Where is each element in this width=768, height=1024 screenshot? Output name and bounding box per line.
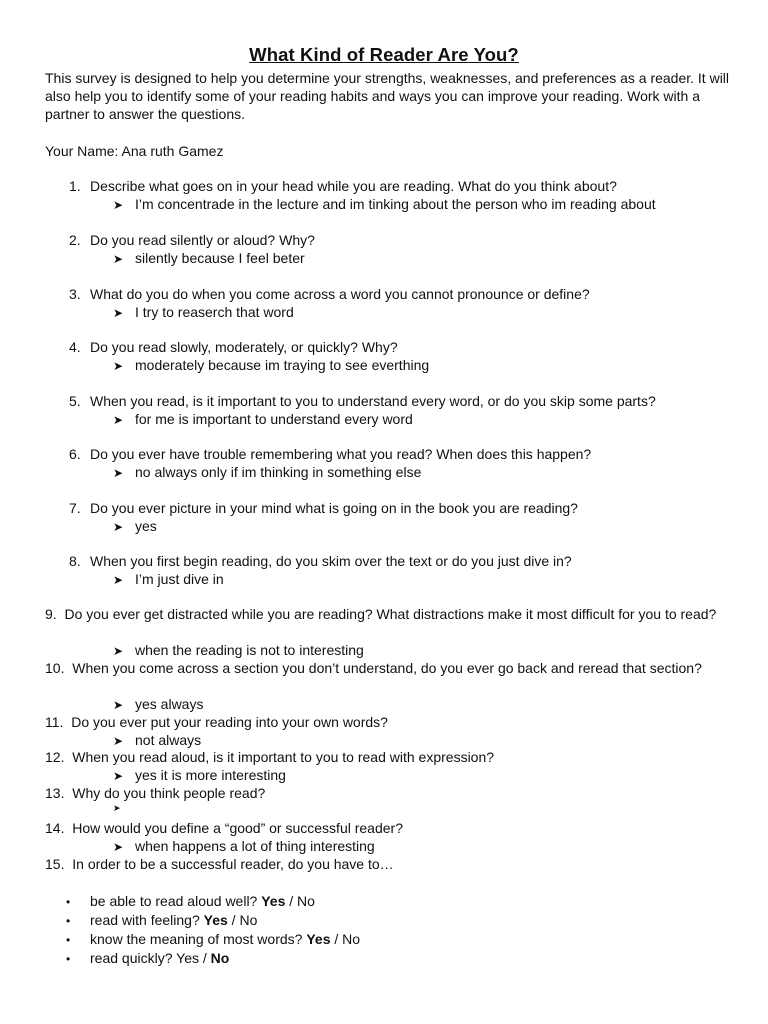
checklist-item-text: read with feeling? <box>90 912 204 928</box>
no-option: No <box>210 950 230 966</box>
question-number: 4. <box>69 339 81 355</box>
question-14 <box>45 820 735 838</box>
question-number: 8. <box>69 553 81 569</box>
option-separator: / <box>227 912 240 928</box>
answer-text: I try to reaserch that word <box>135 304 294 320</box>
arrow-bullet-icon: ➤ <box>113 306 124 320</box>
checklist-item-text: know the meaning of most words? <box>90 931 307 947</box>
question-number: 1. <box>69 178 81 194</box>
question-11 <box>45 714 735 732</box>
question-number: 3. <box>69 286 81 302</box>
answer-8 <box>113 571 224 590</box>
answer-14 <box>113 838 375 857</box>
checklist-item <box>66 931 360 950</box>
arrow-bullet-icon: ➤ <box>113 734 124 748</box>
answer-10 <box>113 696 203 715</box>
question-text: What do you do when you come across a word you cannot pronounce or define? <box>90 286 590 302</box>
answer-text: when happens a lot of thing interesting <box>135 838 375 854</box>
question-7 <box>69 500 578 518</box>
no-option: No <box>297 893 315 909</box>
question-text: Do you ever have trouble remembering what you read? When does this happen? <box>90 446 592 462</box>
checklist-item-text: read quickly? <box>90 950 177 966</box>
arrow-bullet-icon: ➤ <box>113 840 124 854</box>
arrow-bullet-icon: ➤ <box>113 573 124 587</box>
question-8 <box>69 553 572 571</box>
checklist-item <box>66 893 315 912</box>
question-text: How would you define a “good” or successful reader? <box>72 820 403 836</box>
page-title: What Kind of Reader Are You? <box>249 44 519 65</box>
answer-13 <box>113 800 135 818</box>
answer-12 <box>113 767 286 786</box>
question-text: Describe what goes on in your head while you are reading. What do you think about? <box>90 178 617 194</box>
arrow-bullet-icon: ➤ <box>113 644 124 658</box>
question-text: Do you ever put your reading into your own words? <box>71 714 388 730</box>
question-6 <box>69 446 591 464</box>
checklist-item <box>66 950 229 969</box>
question-13 <box>45 785 735 803</box>
question-2 <box>69 232 315 250</box>
answer-text: I’m concentrade in the lecture and im tinking about the person who im reading about <box>135 196 656 212</box>
question-5 <box>69 393 656 411</box>
checklist-item-text: be able to read aloud well? <box>90 893 262 909</box>
arrow-bullet-icon: ➤ <box>113 252 124 266</box>
arrow-bullet-icon: ➤ <box>113 698 124 712</box>
question-number: 14. <box>45 820 65 836</box>
question-text: Do you read slowly, moderately, or quickly? Why? <box>90 339 398 355</box>
answer-text: silently because I feel beter <box>135 250 305 266</box>
option-separator: / <box>330 931 343 947</box>
arrow-bullet-icon: ➤ <box>113 359 124 373</box>
answer-text: no always only if im thinking in something else <box>135 464 422 480</box>
arrow-bullet-icon: ➤ <box>113 198 124 212</box>
question-text: When you read, is it important to you to understand every word, or do you skip some parts? <box>90 393 656 409</box>
question-text: When you read aloud, is it important to you to read with expression? <box>72 749 495 765</box>
arrow-bullet-icon: ➤ <box>113 520 124 534</box>
question-text: Do you ever picture in your mind what is going on in the book you are reading? <box>90 500 578 516</box>
yes-option: Yes <box>306 931 331 947</box>
answer-text: yes always <box>135 696 204 712</box>
option-separator: / <box>198 950 211 966</box>
question-number: 12. <box>45 749 65 765</box>
question-number: 7. <box>69 500 81 516</box>
arrow-bullet-icon: ➤ <box>113 413 124 427</box>
answer-text: not always <box>135 732 202 748</box>
question-text: Why do you think people read? <box>72 785 266 801</box>
answer-3 <box>113 304 294 323</box>
question-number: 9. <box>45 606 57 622</box>
question-4 <box>69 339 398 357</box>
answer-text: moderately because im traying to see everthing <box>135 357 430 373</box>
answer-text: when the reading is not to interesting <box>135 642 364 658</box>
bullet-icon: • <box>66 952 71 966</box>
answer-text: yes it is more interesting <box>135 767 286 783</box>
question-number: 6. <box>69 446 81 462</box>
answer-text: for me is important to understand every word <box>135 411 413 427</box>
answer-7 <box>113 518 157 537</box>
no-option: No <box>342 931 361 947</box>
option-separator: / <box>285 893 298 909</box>
question-3 <box>69 286 590 304</box>
student-name-line: Your Name: Ana ruth Gamez <box>45 143 224 159</box>
question-9 <box>45 606 735 624</box>
arrow-bullet-icon: ➤ <box>113 466 124 480</box>
answer-4 <box>113 357 429 376</box>
yes-option: Yes <box>203 912 228 928</box>
question-text: Do you ever get distracted while you are reading? What distractions make it most difficult for you to read? <box>64 606 717 622</box>
yes-option: Yes <box>176 950 199 966</box>
intro-paragraph: This survey is designed to help you determine your strengths, weaknesses, and preferences as a reader. It will also help you to identify some of your reading habits and ways you can improve your reading. Work with a partner to answer the questions. <box>45 70 730 122</box>
question-15 <box>45 856 735 874</box>
question-number: 11. <box>45 714 64 730</box>
question-text: Do you read silently or aloud? Why? <box>90 232 315 248</box>
arrow-bullet-icon: ➤ <box>113 803 121 813</box>
question-10 <box>45 660 735 678</box>
question-number: 15. <box>45 856 65 872</box>
question-number: 2. <box>69 232 81 248</box>
answer-1 <box>113 196 656 215</box>
question-number: 13. <box>45 785 65 801</box>
answer-6 <box>113 464 421 483</box>
question-text: In order to be a successful reader, do you have to… <box>72 856 394 872</box>
checklist-item <box>66 912 257 931</box>
question-12 <box>45 749 735 767</box>
question-text: When you come across a section you don’t understand, do you ever go back and reread that section? <box>72 660 702 676</box>
question-text: When you first begin reading, do you skim over the text or do you just dive in? <box>90 553 572 569</box>
answer-11 <box>113 732 201 751</box>
question-number: 10. <box>45 660 65 676</box>
question-number: 5. <box>69 393 81 409</box>
no-option: No <box>239 912 258 928</box>
answer-2 <box>113 250 305 269</box>
answer-text: I’m just dive in <box>135 571 224 587</box>
yes-option: Yes <box>261 893 286 909</box>
bullet-icon: • <box>66 914 71 928</box>
answer-9 <box>113 642 364 661</box>
bullet-icon: • <box>66 895 71 909</box>
bullet-icon: • <box>66 933 71 947</box>
arrow-bullet-icon: ➤ <box>113 769 124 783</box>
answer-5 <box>113 411 413 430</box>
question-1 <box>69 178 617 196</box>
answer-text: yes <box>135 518 157 534</box>
